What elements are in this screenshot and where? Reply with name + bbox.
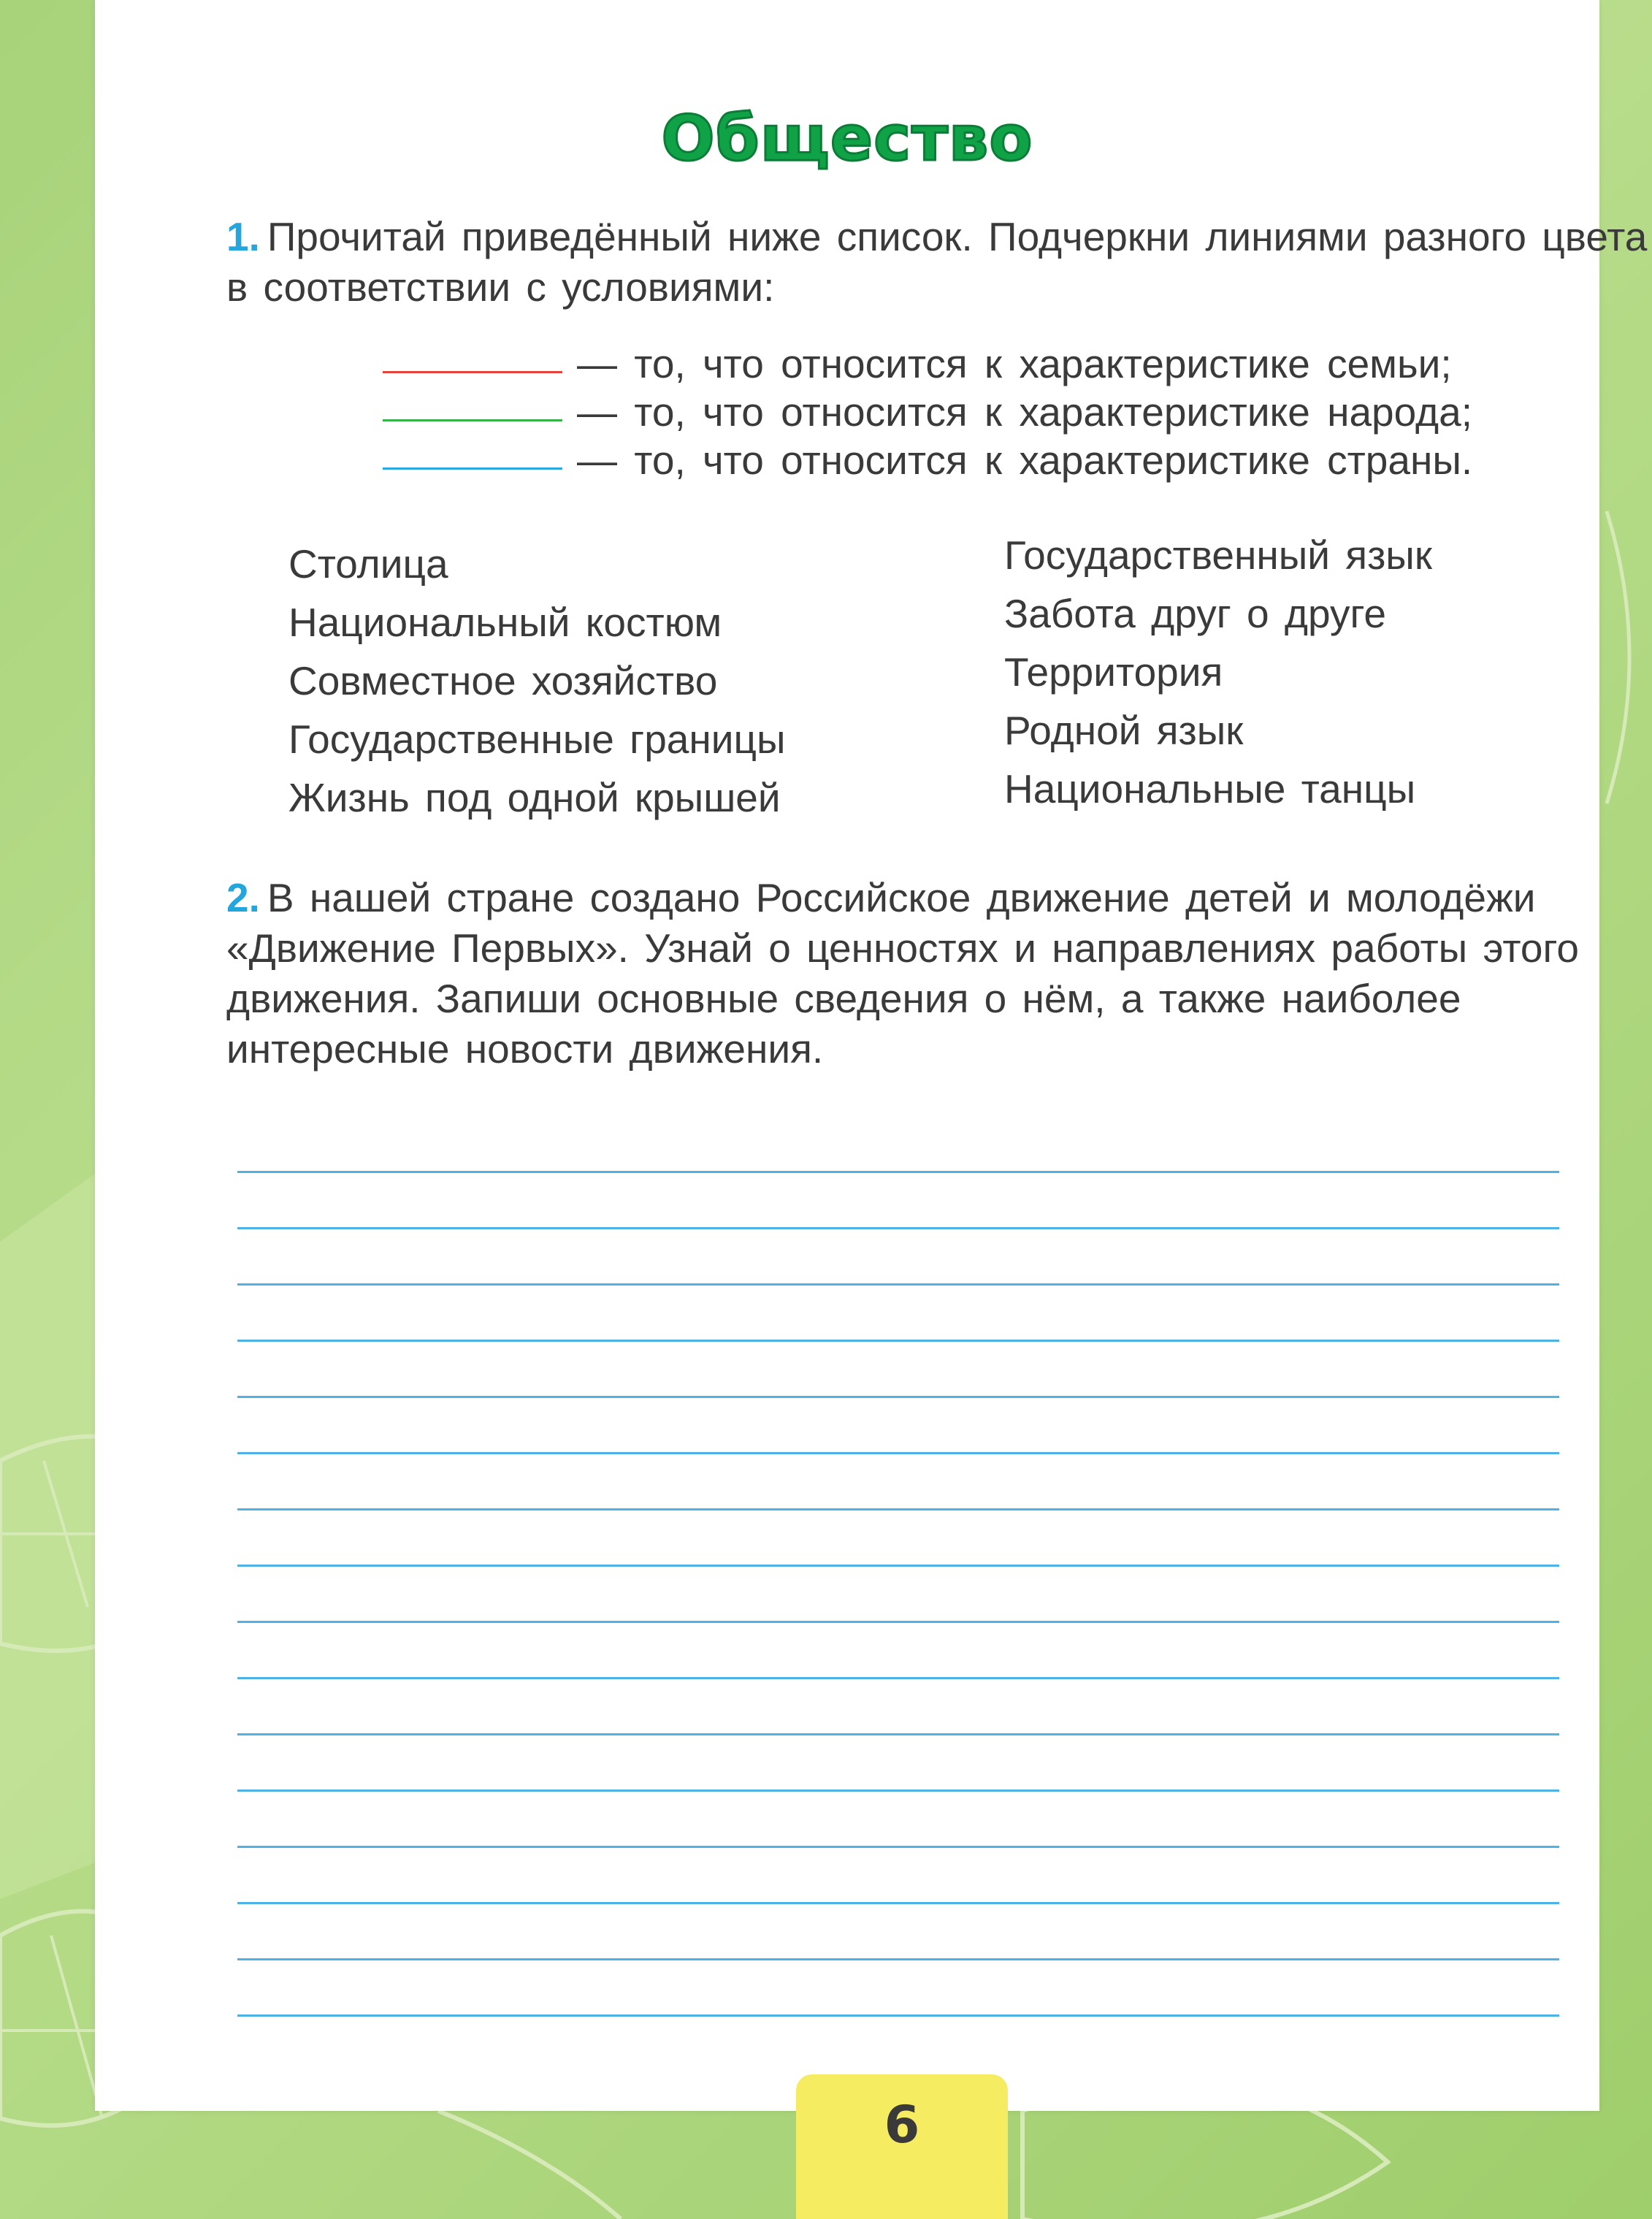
task-1-instruction [226, 212, 1651, 313]
page-number-tab [796, 2074, 1008, 2219]
legend-text-family: — то, что относится к характеристике семьи; [577, 341, 1452, 386]
page-title: Общество [661, 102, 1033, 175]
word-national-dances[interactable]: Национальные танцы [1004, 766, 1416, 811]
green-line-sample [383, 419, 562, 421]
answer-line[interactable] [237, 1283, 1559, 1286]
word-joint-household[interactable]: Совместное хозяйство [288, 658, 718, 703]
word-state-language[interactable]: Государственный язык [1004, 532, 1432, 578]
task-1-text: Прочитай приведённый ниже список. Подчеркни линиями разного цвета в соответствии с условиями: [226, 214, 1648, 310]
page-number: 6 [884, 2095, 920, 2155]
legend-text-people: — то, что относится к характеристике народа; [577, 389, 1472, 435]
red-line-sample [383, 371, 562, 373]
answer-line[interactable] [237, 1452, 1559, 1454]
word-state-borders[interactable]: Государственные границы [288, 717, 786, 762]
word-life-under-one-roof[interactable]: Жизнь под одной крышей [288, 775, 781, 820]
word-native-language[interactable]: Родной язык [1004, 708, 1244, 753]
task-2-number: 2. [226, 875, 260, 920]
legend-row-country [285, 437, 1651, 485]
answer-line[interactable] [237, 1677, 1559, 1679]
task-2-text: В нашей стране создано Российское движение детей и молодёжи «Движение Первых». Узнай о ценностях и направлениях работы этого движения. Запиши основные сведения о нём, а также наиболее интересные новости движения. [226, 875, 1579, 1072]
answer-line[interactable] [237, 1565, 1559, 1567]
task-1-number: 1. [226, 214, 260, 259]
answer-line[interactable] [237, 1621, 1559, 1623]
answer-line[interactable] [237, 1733, 1559, 1735]
answer-line[interactable] [237, 1227, 1559, 1229]
answer-line[interactable] [237, 1171, 1559, 1173]
word-caring-for-each-other[interactable]: Забота друг о друге [1004, 591, 1386, 636]
answer-line[interactable] [237, 1902, 1559, 1904]
legend-row-family [285, 340, 1651, 389]
blue-line-sample [383, 467, 562, 470]
answer-line[interactable] [237, 1790, 1559, 1792]
answer-line[interactable] [237, 2014, 1559, 2017]
answer-line[interactable] [237, 1508, 1559, 1510]
legend-text-country: — то, что относится к характеристике страны. [577, 438, 1473, 483]
word-territory[interactable]: Территория [1004, 649, 1223, 695]
word-capital[interactable]: Столица [288, 541, 448, 587]
answer-line[interactable] [237, 1958, 1559, 1960]
legend-row-people [285, 389, 1651, 437]
workbook-page [95, 0, 1648, 2111]
word-national-costume[interactable]: Национальный костюм [288, 600, 722, 645]
answer-line[interactable] [237, 1846, 1559, 1848]
task-2-instruction [226, 873, 1651, 1074]
answer-line[interactable] [237, 1396, 1559, 1398]
answer-line[interactable] [237, 1340, 1559, 1342]
